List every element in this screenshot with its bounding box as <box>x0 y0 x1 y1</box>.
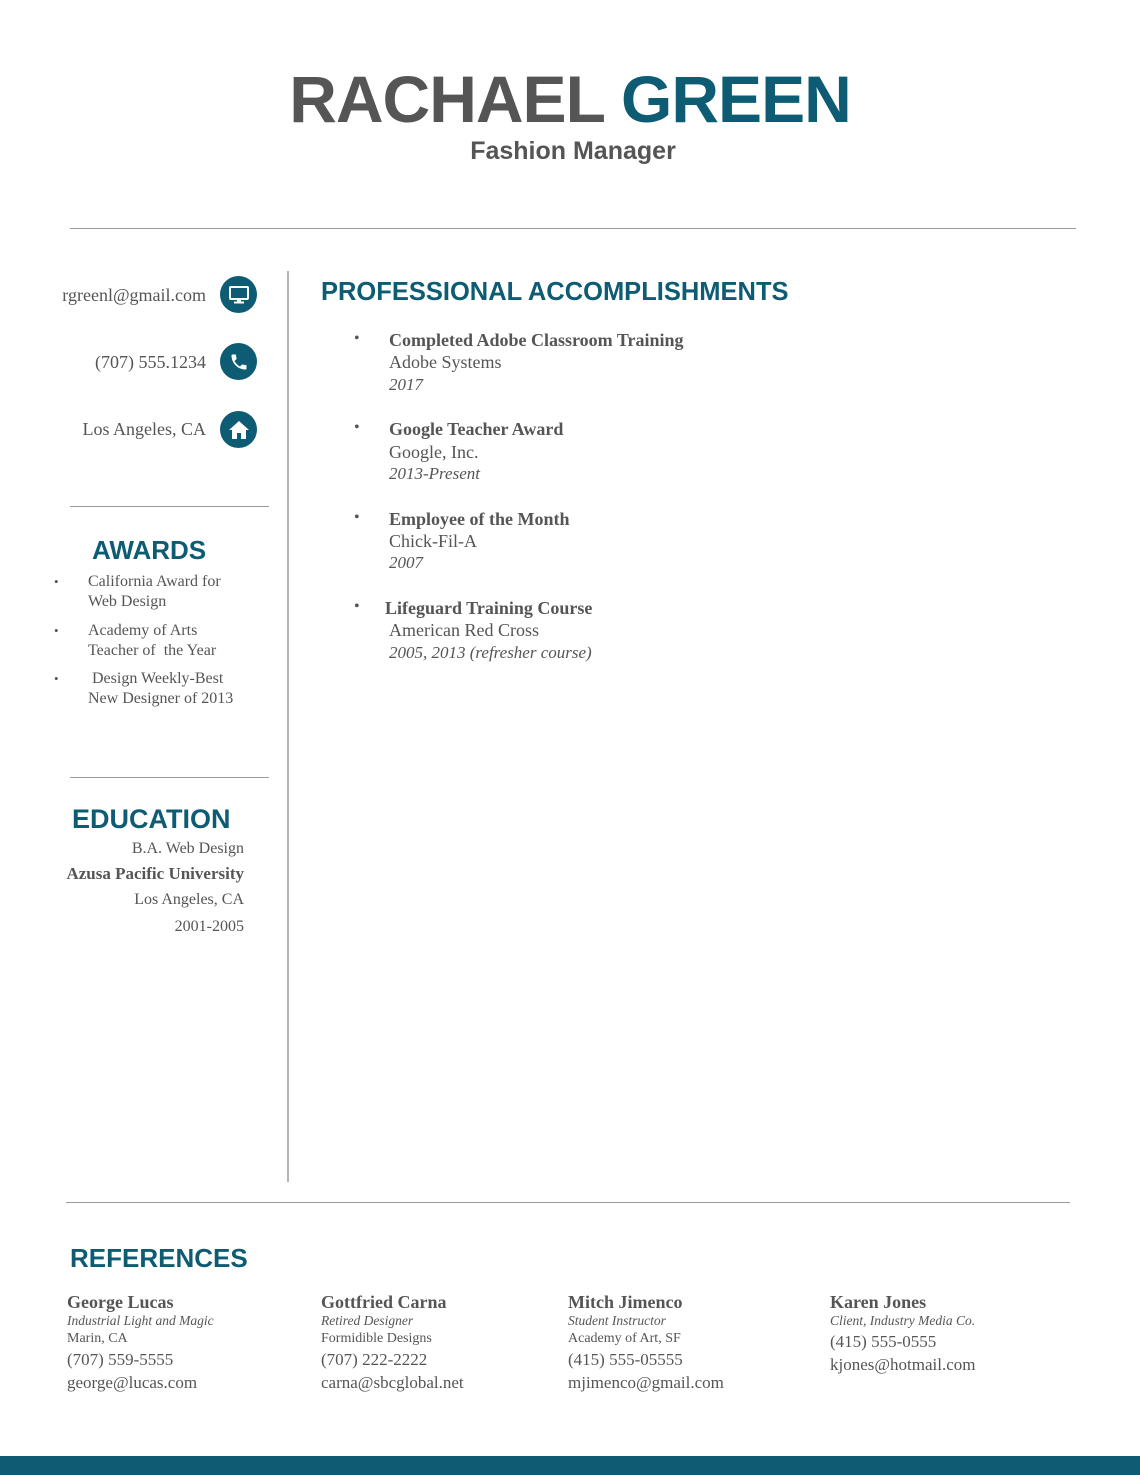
reference-email[interactable]: carna@sbcglobal.net <box>321 1373 464 1392</box>
education-location: Los Angeles, CA <box>134 891 244 908</box>
education-degree: B.A. Web Design <box>131 840 244 857</box>
header-divider <box>70 228 1076 229</box>
contact-email[interactable]: rgreenl@gmail.com <box>62 285 206 305</box>
accomplishment-year: 2005, 2013 (refresher course) <box>389 643 592 662</box>
reference-card <box>830 1292 976 1376</box>
accomplishment-year: 2017 <box>389 375 423 394</box>
awards-divider <box>70 777 269 778</box>
award-bullet: • <box>54 671 59 686</box>
accomplishment-bullet: • <box>354 509 360 526</box>
job-title: Fashion Manager <box>470 137 676 165</box>
award-line: Teacher of the Year <box>88 642 217 659</box>
monitor-icon <box>220 276 257 313</box>
accomplishment-bullet: • <box>354 598 360 615</box>
education-heading: EDUCATION <box>72 804 231 834</box>
reference-company: Formidible Designs <box>321 1331 432 1346</box>
reference-email[interactable]: kjones@hotmail.com <box>830 1355 976 1374</box>
reference-role: Industrial Light and Magic <box>67 1313 214 1328</box>
phone-icon <box>220 343 257 380</box>
accomplishment-org: Adobe Systems <box>389 352 502 372</box>
contact-location: Los Angeles, CA <box>82 419 206 439</box>
accomplishment-org: Google, Inc. <box>389 442 479 462</box>
accomplishment-title: Employee of the Month <box>389 509 570 529</box>
reference-role: Retired Designer <box>321 1313 414 1328</box>
accomplishment-bullet: • <box>354 330 360 347</box>
footer-accent-bar <box>0 1456 1140 1475</box>
first-name: RACHAEL <box>289 62 604 136</box>
awards-heading: AWARDS <box>92 535 207 565</box>
reference-email[interactable]: mjimenco@gmail.com <box>568 1373 724 1392</box>
accomplishment-year: 2007 <box>389 553 423 572</box>
column-divider <box>287 271 289 1182</box>
last-name: GREEN <box>621 62 851 136</box>
award-bullet: • <box>54 623 59 638</box>
reference-role: Client, Industry Media Co. <box>830 1313 976 1328</box>
reference-phone[interactable]: (707) 222-2222 <box>321 1350 428 1369</box>
award-line: Academy of Arts <box>88 622 198 639</box>
accomplishment-org: American Red Cross <box>389 620 539 640</box>
award-item <box>88 572 258 612</box>
reference-phone[interactable]: (415) 555-0555 <box>830 1332 937 1351</box>
award-line: Design Weekly-Best <box>88 670 224 687</box>
award-item <box>88 669 258 709</box>
accomplishments-heading: PROFESSIONAL ACCOMPLISHMENTS <box>321 278 789 306</box>
accomplishment-title: Completed Adobe Classroom Training <box>389 330 684 350</box>
contact-phone[interactable]: (707) 555.1234 <box>95 352 206 372</box>
reference-card <box>568 1292 724 1394</box>
reference-name: George Lucas <box>67 1292 174 1312</box>
award-bullet: • <box>54 574 59 589</box>
references-heading: REFERENCES <box>70 1243 248 1273</box>
resume-name <box>0 62 1140 136</box>
accomplishment-year: 2013-Present <box>389 464 480 483</box>
references-divider <box>66 1202 1070 1203</box>
award-item <box>88 621 258 661</box>
reference-name: Gottfried Carna <box>321 1292 447 1312</box>
accomplishment-title: Google Teacher Award <box>389 419 564 439</box>
education-school: Azusa Pacific University <box>66 864 244 883</box>
reference-name: Mitch Jimenco <box>568 1292 683 1312</box>
reference-email[interactable]: george@lucas.com <box>67 1373 198 1392</box>
contact-divider <box>70 506 269 507</box>
reference-company: Marin, CA <box>67 1331 128 1346</box>
home-icon <box>220 411 257 448</box>
reference-card <box>321 1292 464 1394</box>
reference-role: Student Instructor <box>568 1313 666 1328</box>
reference-name: Karen Jones <box>830 1292 927 1312</box>
accomplishment-title: Lifeguard Training Course <box>385 598 593 618</box>
accomplishment-bullet: • <box>354 419 360 436</box>
accomplishment-org: Chick-Fil-A <box>389 531 477 551</box>
award-line: Web Design <box>88 593 167 610</box>
education-years: 2001-2005 <box>174 918 244 935</box>
reference-phone[interactable]: (415) 555-05555 <box>568 1350 683 1369</box>
award-line: New Designer of 2013 <box>88 690 234 707</box>
reference-phone[interactable]: (707) 559-5555 <box>67 1350 174 1369</box>
award-line: California Award for <box>88 573 221 590</box>
reference-company: Academy of Art, SF <box>568 1331 681 1346</box>
reference-card <box>67 1292 214 1394</box>
